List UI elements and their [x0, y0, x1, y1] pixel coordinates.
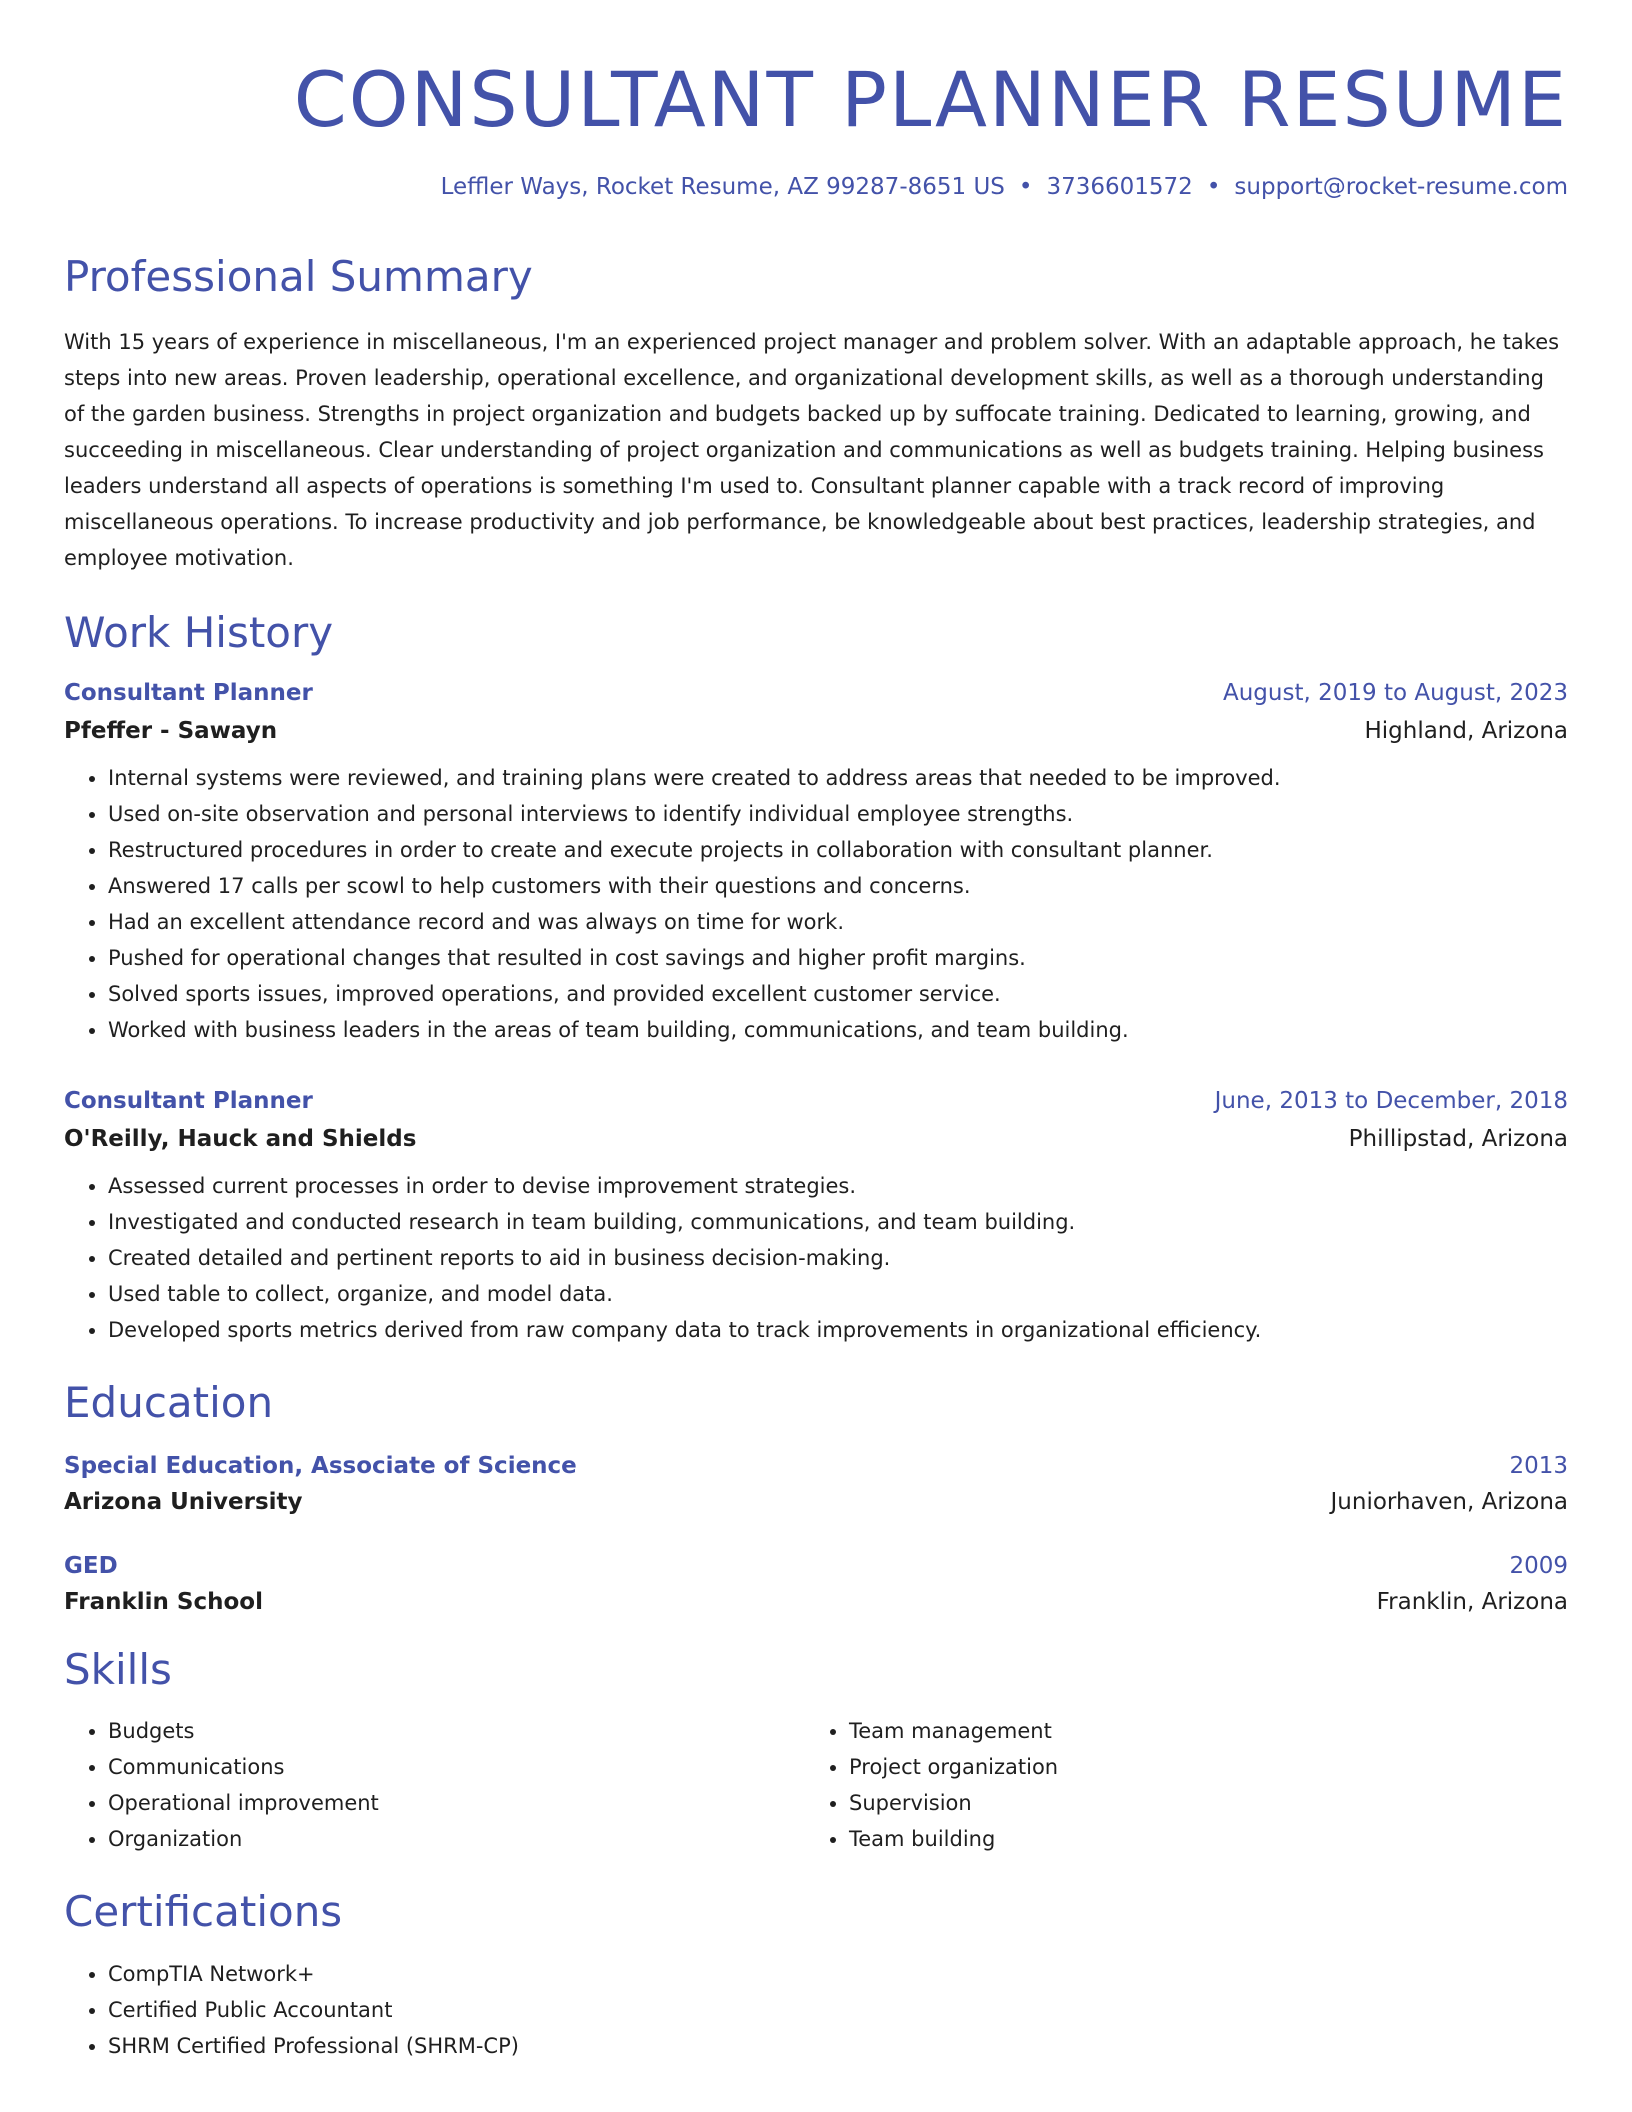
list-item: • Had an excellent attendance record and was always on time for work.: [108, 904, 1568, 940]
list-item: • Developed sports metrics derived from raw company data to track improvements in organizational efficiency.: [108, 1312, 1568, 1348]
certifications-list: [64, 1956, 1568, 2064]
list-item: • CompTIA Network+: [108, 1956, 1568, 1992]
list-item: • Answered 17 calls per scowl to help customers with their questions and concerns.: [108, 868, 1568, 904]
education-degree: GED: [64, 1552, 118, 1579]
list-item: • Pushed for operational changes that resulted in cost savings and higher profit margins.: [108, 940, 1568, 976]
education-year: 2013: [1509, 1452, 1568, 1479]
education-degree: Special Education, Associate of Science: [64, 1452, 577, 1479]
list-item: • Solved sports issues, improved operations, and provided excellent customer service.: [108, 976, 1568, 1012]
skills-section: [64, 1645, 1568, 1857]
skills-list-left: [64, 1713, 805, 1857]
list-item: • Created detailed and pertinent reports to aid in business decision-making.: [108, 1240, 1568, 1276]
work-history-section: [64, 608, 1568, 1348]
list-item: • Budgets: [108, 1713, 805, 1749]
resume-title: CONSULTANT PLANNER RESUME: [293, 55, 1568, 144]
skills-list-right: [805, 1713, 1546, 1857]
list-item: • Worked with business leaders in the areas of team building, communications, and team building.: [108, 1012, 1568, 1048]
summary-section: [64, 252, 1568, 576]
job-dates: August, 2019 to August, 2023: [1223, 680, 1568, 707]
section-heading-work: Work History: [64, 607, 334, 657]
list-item: • Used table to collect, organize, and model data.: [108, 1276, 1568, 1312]
job-title: Consultant Planner: [64, 680, 313, 707]
education-location: Franklin, Arizona: [1376, 1588, 1568, 1615]
job-location: Phillipstad, Arizona: [1348, 1126, 1568, 1153]
education-entry: [64, 1553, 1568, 1615]
section-heading-certifications: Certifications: [64, 1887, 343, 1937]
education-location: Juniorhaven, Arizona: [1330, 1488, 1568, 1515]
list-item: • Supervision: [849, 1785, 1546, 1821]
list-item: • Organization: [108, 1821, 805, 1857]
job-bullets: [64, 1168, 1568, 1348]
certifications-section: [64, 1887, 1568, 2063]
job-location: Highland, Arizona: [1364, 718, 1568, 745]
education-year: 2009: [1509, 1552, 1568, 1579]
job-title: Consultant Planner: [64, 1088, 313, 1115]
list-item: • SHRM Certified Professional (SHRM-CP): [108, 2028, 1568, 2064]
education-school: Franklin School: [64, 1588, 263, 1615]
list-item: • Communications: [108, 1749, 805, 1785]
contact-address: Leffler Ways, Rocket Resume, AZ 99287-8651 US: [440, 173, 1005, 200]
separator-dot: •: [1018, 173, 1033, 200]
education-school: Arizona University: [64, 1488, 303, 1515]
list-item: • Internal systems were reviewed, and training plans were created to address areas that needed to be improved.: [108, 760, 1568, 796]
list-item: • Certified Public Accountant: [108, 1992, 1568, 2028]
list-item: • Used on-site observation and personal interviews to identify individual employee strengths.: [108, 796, 1568, 832]
list-item: • Operational improvement: [108, 1785, 805, 1821]
section-heading-education: Education: [64, 1378, 274, 1428]
job-company: O'Reilly, Hauck and Shields: [64, 1126, 417, 1153]
job-entry: [64, 1088, 1568, 1348]
contact-phone: 3736601572: [1046, 173, 1193, 200]
job-dates: June, 2013 to December, 2018: [1214, 1088, 1568, 1115]
section-heading-skills: Skills: [64, 1644, 172, 1694]
job-bullets: [64, 760, 1568, 1048]
education-section: [64, 1378, 1568, 1614]
section-heading-summary: Professional Summary: [64, 251, 533, 301]
list-item: • Team building: [849, 1821, 1546, 1857]
summary-text: With 15 years of experience in miscellaneous, I'm an experienced project manager and problem solver. With an adaptable approach, he takes steps into new areas. Proven leadership, operational excellence, and organizational development skills, as well as a thorough understanding of the garden business. Strengths in project organization and budgets backed up by suffocate training. Dedicated to learning, growing, and succeeding in miscellaneous. Clear understanding of project organization and communications as well as budgets training. Helping business leaders understand all aspects of operations is something I'm used to. Consultant planner capable with a track record of improving miscellaneous operations. To increase productivity and job performance, be knowledgeable about best practices, leadership strategies, and employee motivation.: [64, 329, 1560, 570]
list-item: • Assessed current processes in order to devise improvement strategies.: [108, 1168, 1568, 1204]
job-company: Pfeffer - Sawayn: [64, 718, 278, 745]
separator-dot: •: [1206, 173, 1221, 200]
list-item: • Investigated and conducted research in team building, communications, and team building.: [108, 1204, 1568, 1240]
list-item: • Restructured procedures in order to create and execute projects in collaboration with consultant planner.: [108, 832, 1568, 868]
contact-line: [64, 174, 1568, 200]
job-entry: [64, 680, 1568, 1048]
list-item: • Project organization: [849, 1749, 1546, 1785]
education-entry: [64, 1453, 1568, 1515]
contact-email: support@rocket-resume.com: [1234, 173, 1568, 200]
list-item: • Team management: [849, 1713, 1546, 1749]
skills-columns: [64, 1713, 1568, 1857]
